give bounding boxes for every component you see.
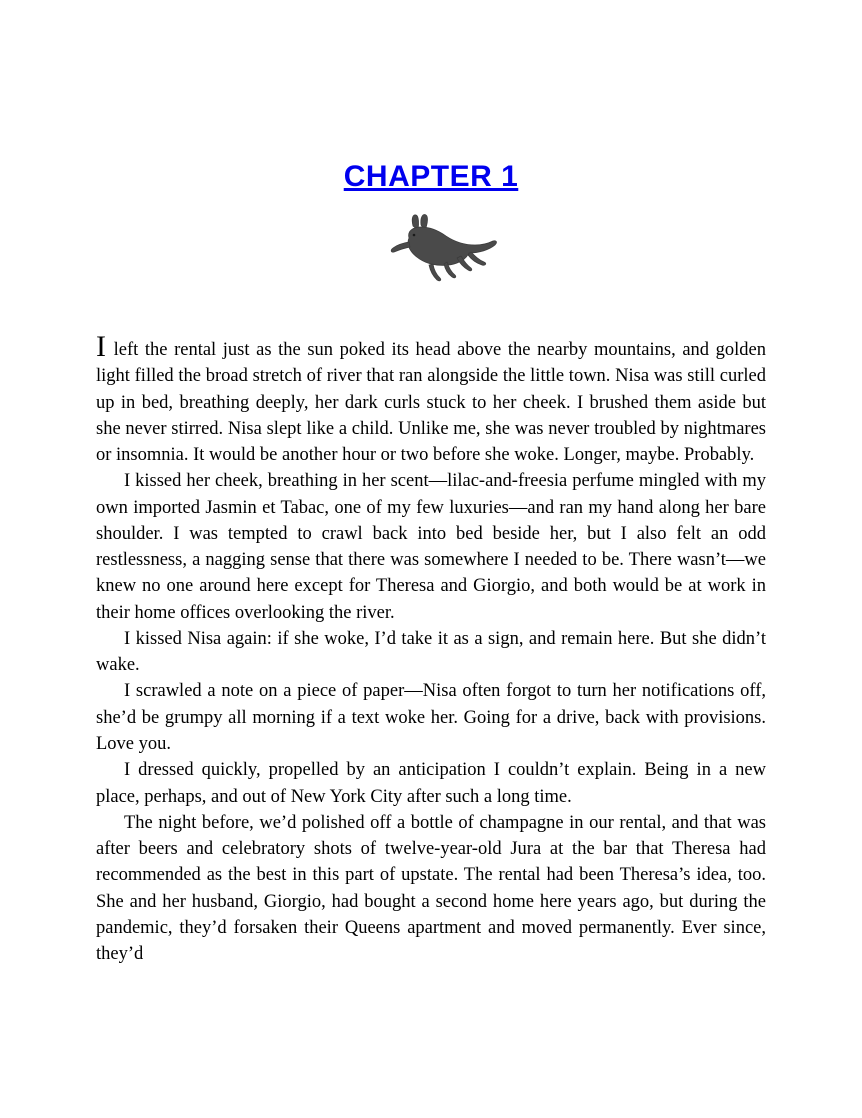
paragraph bbox=[96, 332, 766, 468]
drop-cap: I bbox=[96, 330, 106, 363]
running-hare-icon bbox=[351, 212, 511, 284]
chapter-title-link[interactable]: CHAPTER 1 bbox=[343, 160, 519, 193]
paragraph: I kissed her cheek, breathing in her scent—lilac-and-freesia perfume mingled with my own imported Jasmin et Tabac, one of my few luxuries—and ran my hand along her bare shoulder. I was tempted to crawl back into bed beside her, but I also felt an odd restlessness, a nagging sense that there was somewhere I needed to be. There wasn’t—we knew no one around here except for Theresa and Giorgio, and both would be at work in their home offices overlooking the river. bbox=[96, 471, 766, 623]
paragraph: The night before, we’d polished off a bottle of champagne in our rental, and that was after beers and celebratory shots of twelve-year-old Jura at the bar that Theresa had recommended as the best in this part of upstate. The rental had been Theresa’s idea, too. She and her husband, Giorgio, had bought a second home here years ago, but during the pandemic, they’d forsaken their Queens apartment and moved permanently. Ever since, they’d bbox=[96, 812, 766, 965]
paragraph: I kissed Nisa again: if she woke, I’d take it as a sign, and remain here. But she didn’t wake. bbox=[96, 628, 766, 676]
chapter-title bbox=[96, 0, 766, 194]
paragraph: I scrawled a note on a piece of paper—Nisa often forgot to turn her notifications off, she’d be grumpy all morning if a text woke her. Going for a drive, back with provisions. Love you. bbox=[96, 681, 766, 754]
chapter-body bbox=[96, 332, 766, 967]
paragraph-text: left the rental just as the sun poked its head above the nearby mountains, and golden light filled the broad stretch of river that ran alongside the little town. Nisa was still curled up in bed, breathing deeply, her dark curls stuck to her cheek. I brushed them aside but she never stirred. Nisa slept like a child. Unlike me, she was never troubled by nightmares or insomnia. It would be another hour or two before she woke. Longer, maybe. Probably. bbox=[96, 340, 766, 466]
paragraph: I dressed quickly, propelled by an anticipation I couldn’t explain. Being in a new place, perhaps, and out of New York City after such a long time. bbox=[96, 760, 766, 807]
